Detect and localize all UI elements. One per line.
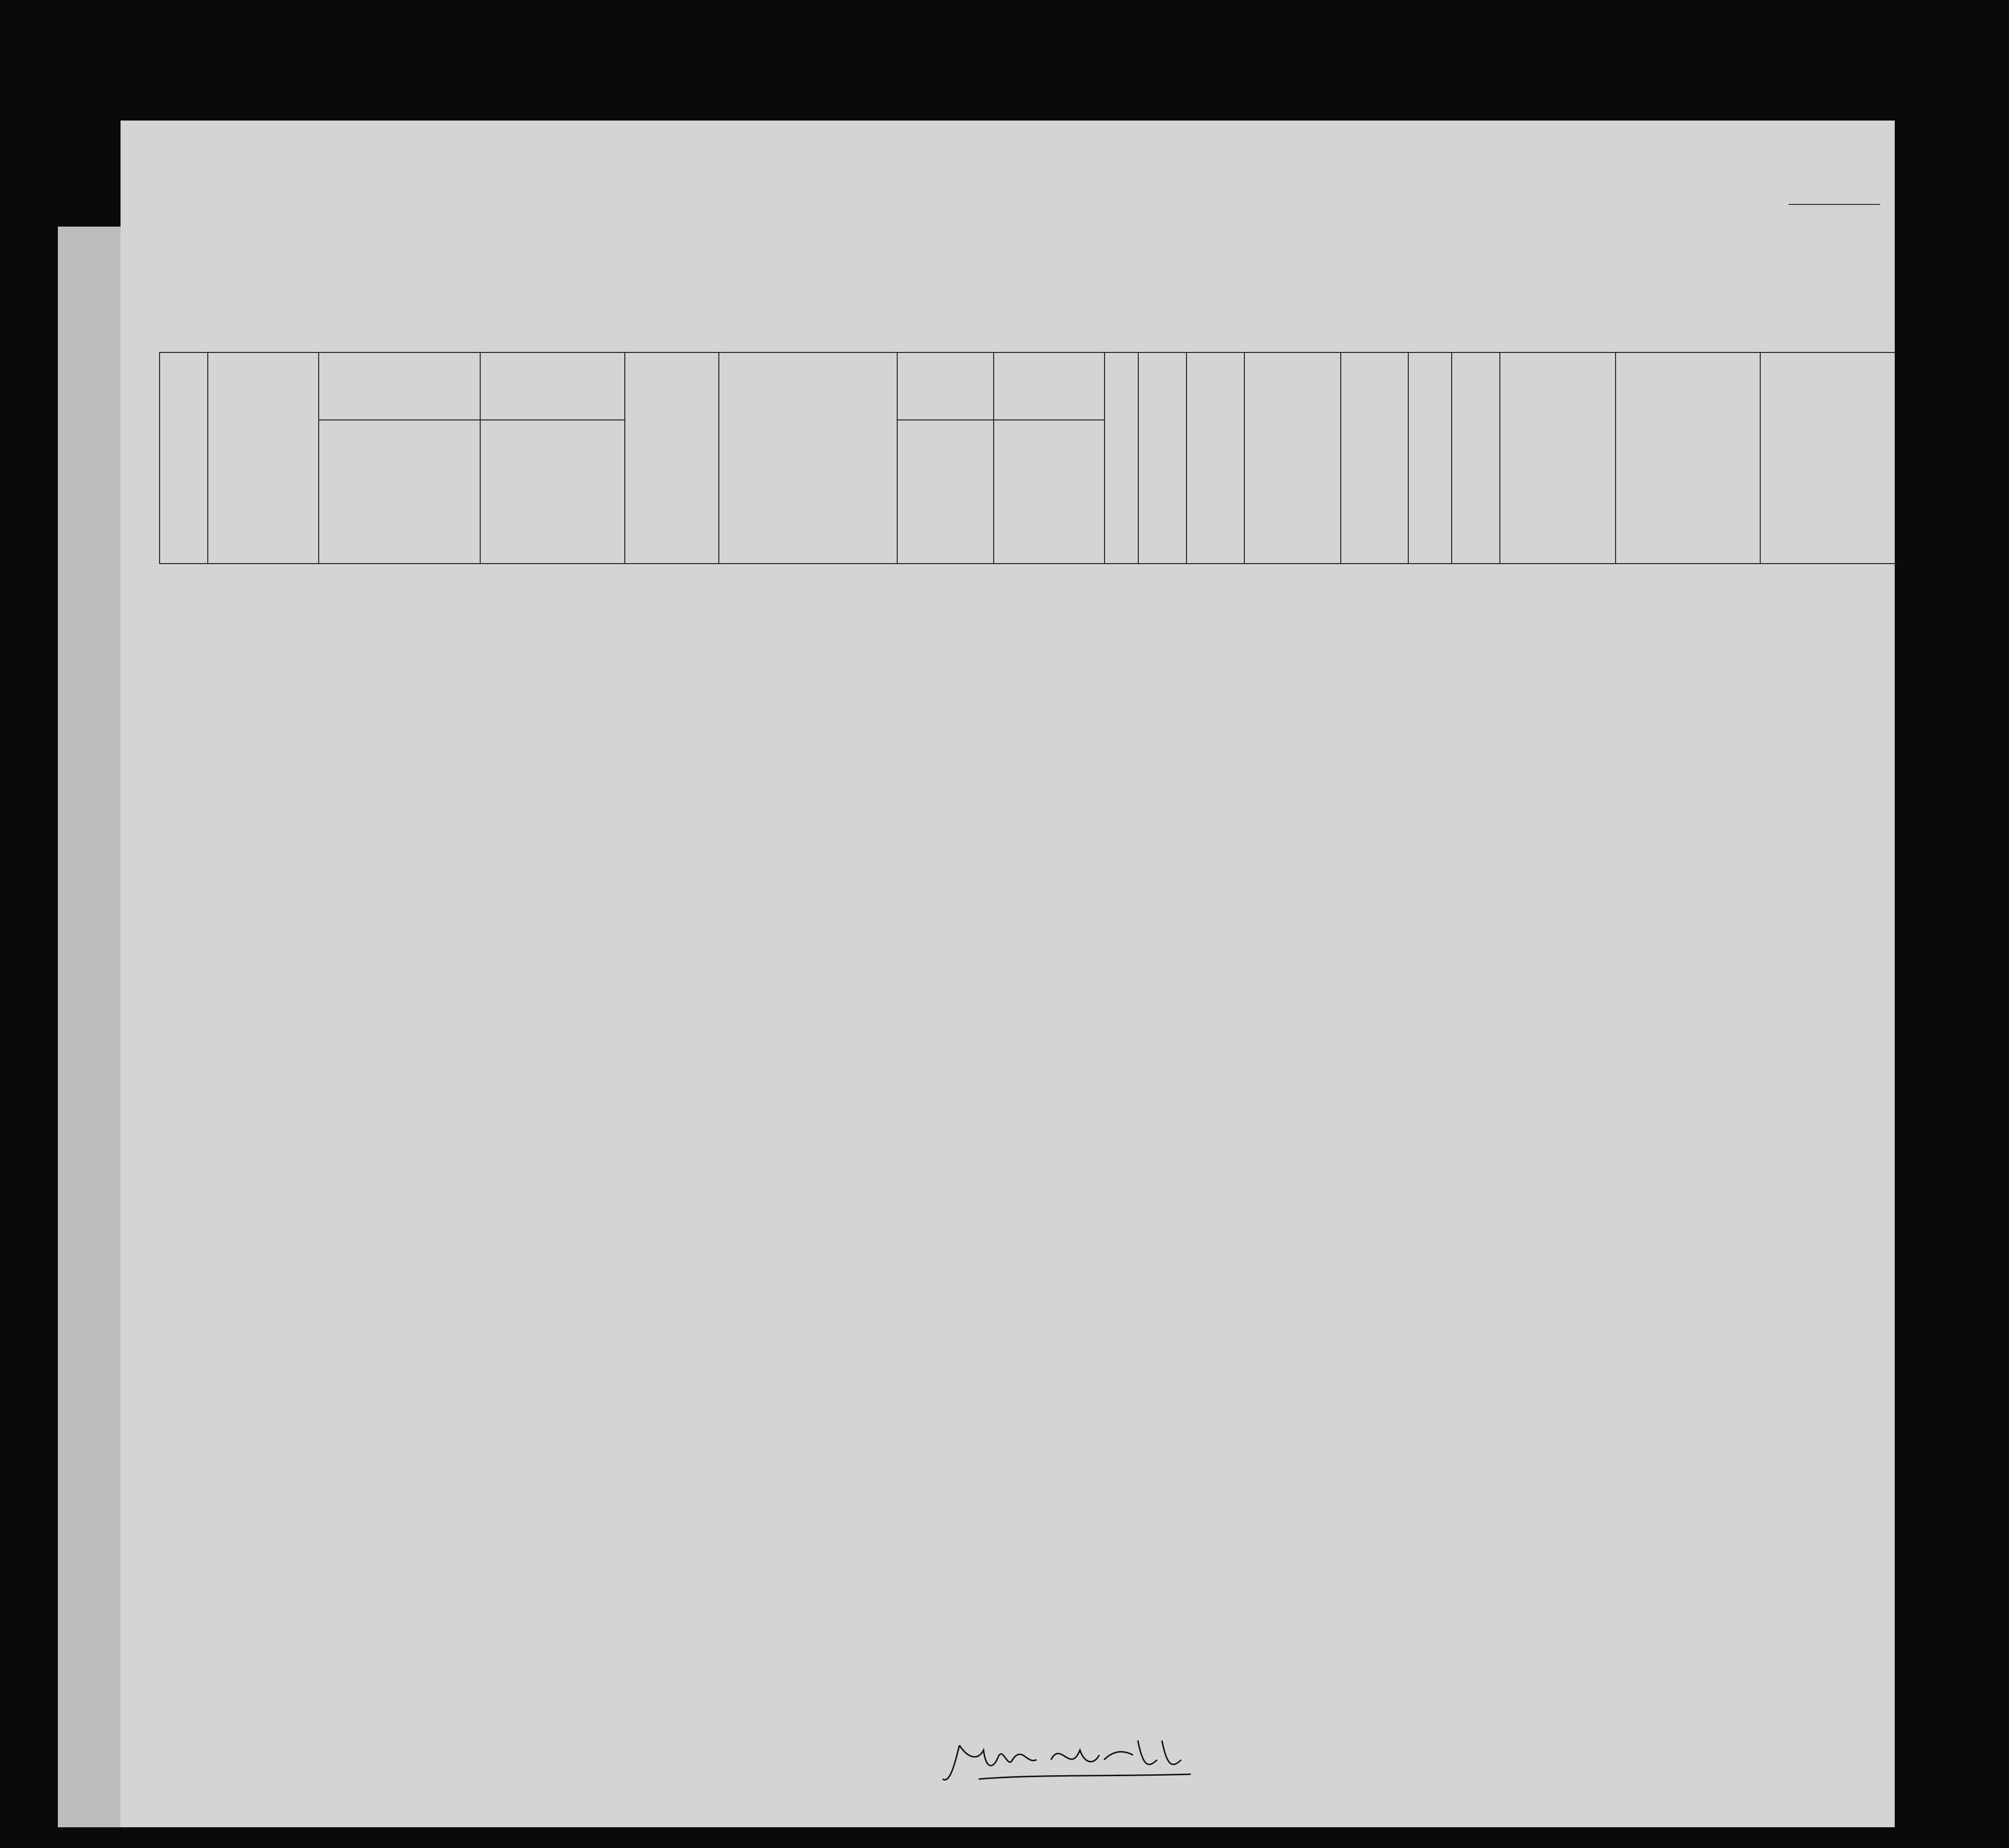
sheet-number-label	[1785, 195, 1880, 208]
manifest-sheet	[121, 121, 1895, 1827]
inspector-signature	[940, 1731, 1200, 1794]
column-divider	[1499, 352, 1500, 564]
header-bottom-rule	[159, 563, 1895, 564]
arrival-info	[742, 309, 786, 330]
column-divider	[1615, 352, 1616, 564]
subheader-rule	[897, 419, 1104, 420]
vessel-line	[439, 309, 458, 330]
column-divider	[624, 352, 625, 564]
column-divider	[993, 352, 994, 564]
column-divider	[1340, 352, 1341, 564]
column-divider	[207, 352, 208, 564]
column-headers	[121, 352, 1895, 564]
column-divider	[1244, 352, 1245, 564]
column-divider	[718, 352, 719, 564]
column-divider	[1104, 352, 1105, 564]
subheader-rule	[318, 419, 624, 420]
column-divider	[159, 352, 160, 564]
column-divider	[1408, 352, 1409, 564]
header-top-rule	[159, 352, 1895, 353]
column-divider	[1451, 352, 1452, 564]
column-divider	[318, 352, 319, 564]
column-divider	[1138, 352, 1139, 564]
year-info	[1335, 309, 1360, 330]
column-divider	[480, 352, 481, 564]
column-divider	[897, 352, 898, 564]
column-divider	[1186, 352, 1187, 564]
column-divider	[1760, 352, 1761, 564]
